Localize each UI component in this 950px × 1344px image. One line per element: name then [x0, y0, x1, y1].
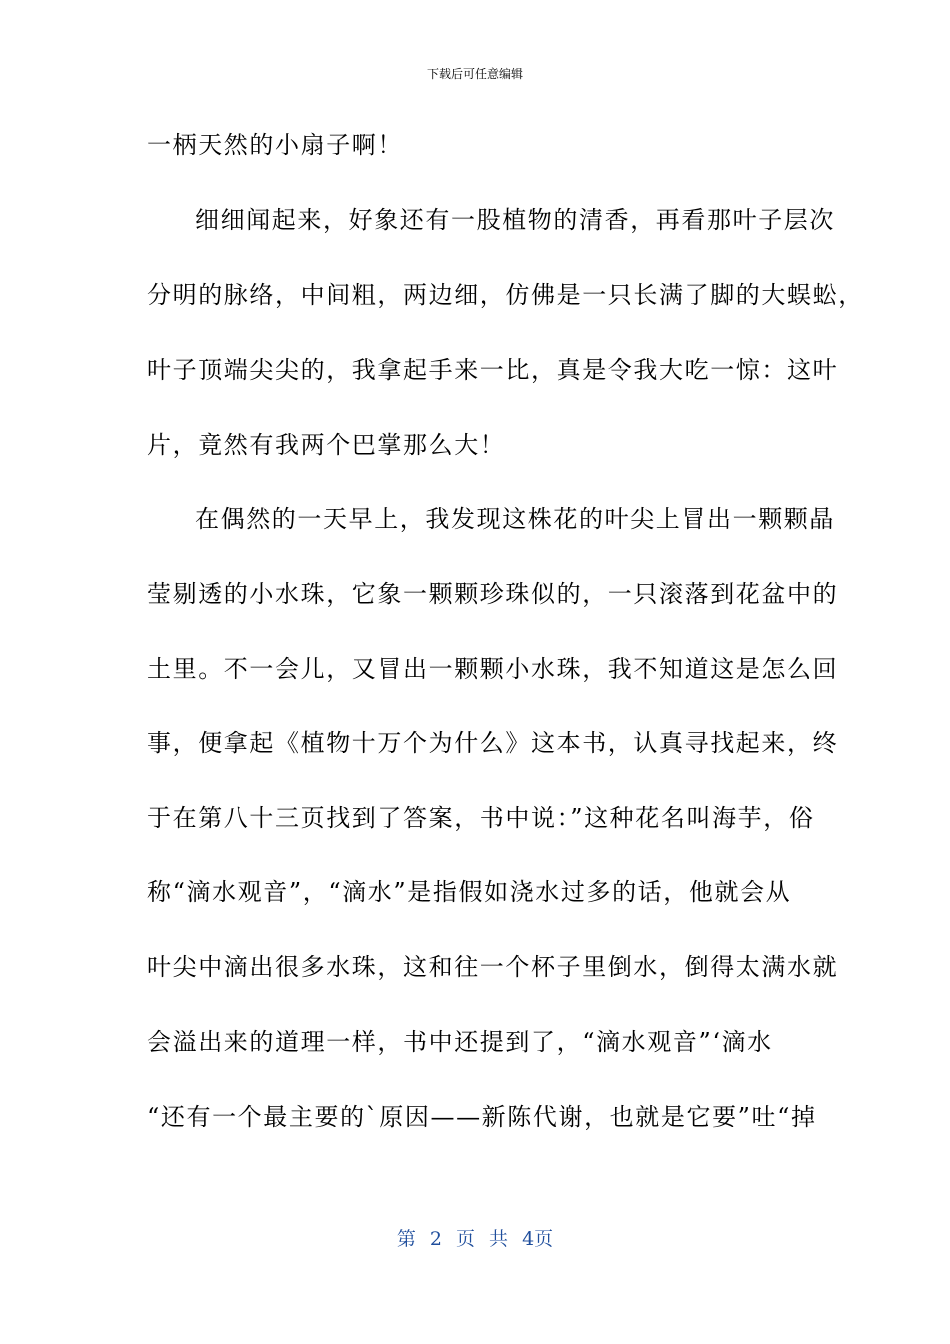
- body-line: 叶尖中滴出很多水珠，这和往一个杯子里倒水，倒得太满水就: [147, 953, 839, 981]
- body-line: 会溢出来的道理一样，书中还提到了，“滴水观音”‘滴水: [147, 1028, 773, 1056]
- body-line: 事，便拿起《植物十万个为什么》这本书，认真寻找起来，终: [147, 729, 839, 757]
- body-line: 分明的脉络，中间粗，两边细，仿佛是一只长满了脚的大蜈蚣，: [147, 281, 864, 309]
- body-line: 土里。不一会儿，又冒出一颗颗小水珠，我不知道这是怎么回: [147, 655, 839, 683]
- page-header: 下载后可任意编辑: [426, 67, 523, 81]
- body-line: 于在第八十三页找到了答案，书中说：”这种花名叫海芋，俗: [147, 804, 815, 832]
- body-line: 片，竟然有我两个巴掌那么大！: [147, 431, 506, 459]
- paragraph-start-line: 在偶然的一天早上，我发现这株花的叶尖上冒出一颗颗晶: [195, 505, 835, 533]
- body-line: 称“滴水观音”，“滴水”是指假如浇水过多的话，他就会从: [147, 878, 792, 906]
- paragraph-start-line: 细细闻起来，好象还有一股植物的清香，再看那叶子层次: [195, 206, 835, 234]
- body-line: 莹剔透的小水珠，它象一颗颗珍珠似的，一只滚落到花盆中的: [147, 580, 839, 608]
- body-line: “还有一个最主要的`原因——新陈代谢，也就是它要”吐“掉: [147, 1103, 817, 1131]
- body-line: 叶子顶端尖尖的，我拿起手来一比，真是令我大吃一惊：这叶: [147, 356, 839, 384]
- page-number-footer: 第 2 页 共 4页: [396, 1228, 554, 1250]
- body-line: 一柄天然的小扇子啊！: [147, 131, 403, 159]
